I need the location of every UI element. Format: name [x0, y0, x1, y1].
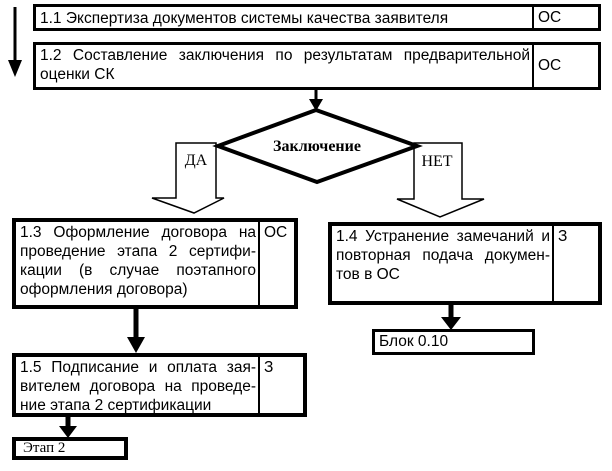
process-box-1-3-executor: ОС: [258, 222, 294, 305]
process-box-1-3-text: [16, 222, 258, 305]
text-line: кации (в случае поэтапного: [20, 262, 256, 279]
process-box-1-2-text: [36, 45, 532, 87]
text-line: 1.5 Подписание и оплата зая-: [20, 359, 256, 376]
no-branch-label: НЕТ: [421, 153, 453, 170]
process-box-1-3: [12, 218, 298, 309]
process-box-1-5-text: [16, 357, 258, 413]
yes-branch-label: ДА: [184, 152, 208, 169]
text-line: вителем договора на проведе-: [20, 378, 256, 395]
text-line: проведение этапа 2 сертифи-: [20, 243, 256, 260]
text-line: 1.2 Составление заключения по результатам предварительной: [40, 47, 530, 64]
process-box-1-2-executor: ОС: [532, 45, 598, 87]
text-line: тов в ОС: [336, 266, 400, 283]
text-line: ние этапа 2 сертификации: [20, 397, 212, 413]
connector-13-to-15: [127, 308, 145, 353]
process-box-1-1-text: 1.1 Экспертиза документов системы качества заявителя: [40, 9, 449, 27]
connector-15-to-stage: [59, 415, 77, 438]
process-box-1-4-text: [332, 226, 552, 301]
text-line: оформления договора): [20, 281, 188, 298]
connector-12-to-decision: [309, 90, 323, 111]
text-line: 1.4 Устранение замечаний и: [336, 228, 550, 245]
ref-box-block-0-10: [372, 329, 535, 355]
ref-box-stage-2-label: Этап 2: [23, 440, 66, 456]
process-box-1-1-executor: ОС: [532, 7, 598, 28]
decision-label: Заключение: [273, 138, 361, 155]
connector-14-to-block: [441, 305, 461, 330]
ref-box-block-0-10-label: Блок 0.10: [379, 333, 449, 350]
process-box-1-2: [33, 42, 601, 90]
process-box-1-4-executor: З: [552, 226, 598, 301]
text-line: 1.3 Оформление договора на: [20, 224, 256, 241]
process-box-1-1: [33, 4, 601, 31]
entry-arrow-down: [8, 7, 22, 77]
text-line: повторная подача докумен-: [336, 247, 550, 264]
process-box-1-5: [12, 353, 307, 417]
ref-box-stage-2: [12, 437, 128, 460]
process-box-1-5-executor: З: [258, 357, 303, 413]
process-box-1-4: [328, 222, 602, 305]
text-line: оценки СК: [40, 66, 115, 83]
